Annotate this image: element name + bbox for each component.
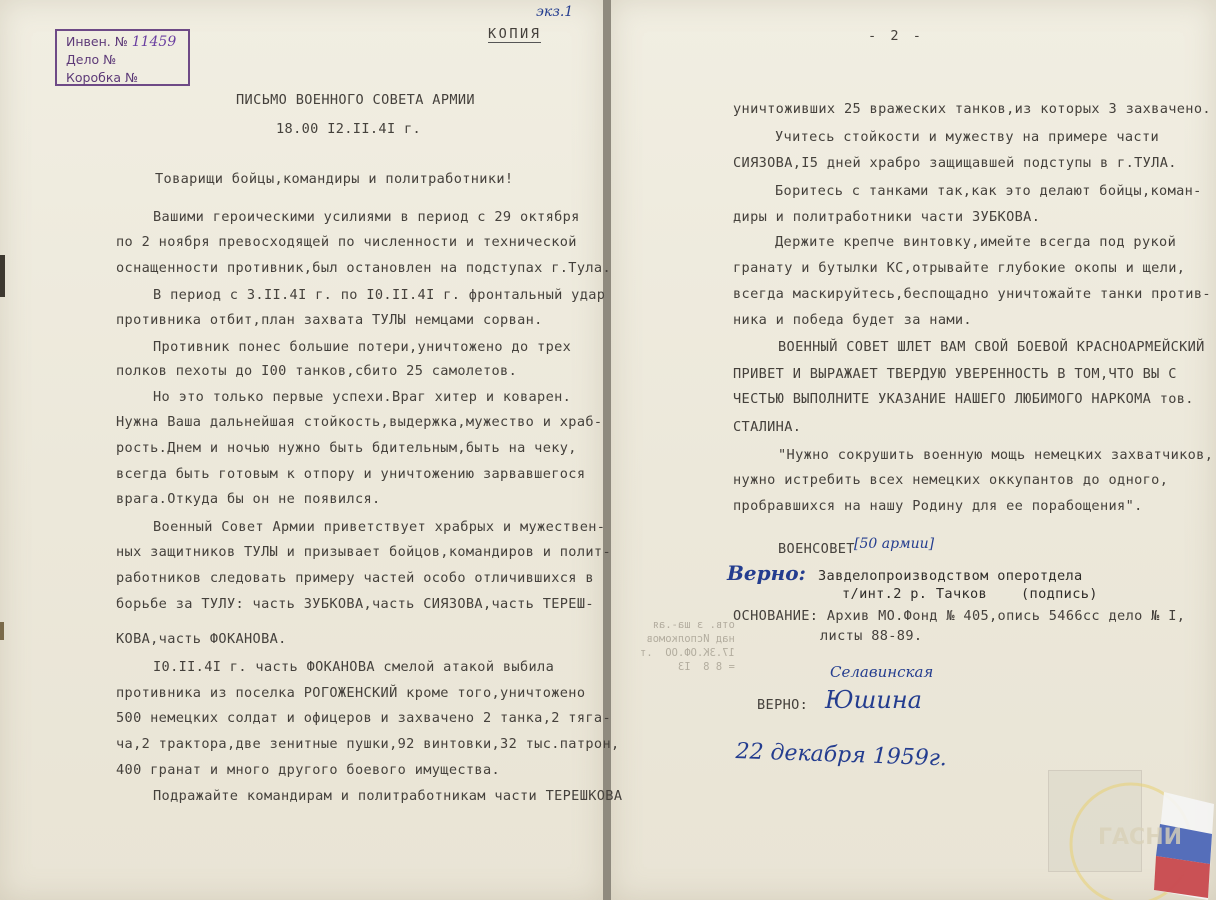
left-page-text-line: 400 гранат и много другого боевого имущества. [116, 762, 501, 778]
left-page-text-line: Подражайте командирам и политработникам части ТЕРЕШКОВА [153, 788, 623, 804]
voensovet-label: ВОЕНСОВЕТ [778, 541, 855, 557]
right-page-text-line: ЧЕСТЬЮ ВЫПОЛНИТЕ УКАЗАНИЕ НАШЕГО ЛЮБИМОГО НАРКОМА тов. [733, 391, 1194, 407]
archive-logo [1046, 772, 1216, 900]
copy-label: КОПИЯ [488, 26, 542, 42]
left-page-text-line: врага.Откуда бы он не появился. [116, 491, 381, 507]
podpis-label: (подпись) [1021, 586, 1098, 602]
tachkov-line: т/инт.2 р. Тачков [842, 586, 988, 602]
right-page-text-line: Боритесь с танками так,как это делают бойцы,коман- [775, 183, 1202, 199]
right-page-text-line: всегда маскируйтесь,беспощадно уничтожайте танки против- [733, 286, 1211, 302]
left-page-text-line: полков пехоты до I00 танков,сбито 25 самолетов. [116, 363, 518, 379]
right-page-text-line: уничтоживших 25 вражеских танков,из которых 3 захвачено. [733, 101, 1211, 117]
left-page-text-line: ных защитников ТУЛЫ и призывает бойцов,командиров и полит- [116, 544, 611, 560]
page-divider [603, 0, 611, 900]
army-handwritten: [50 армии] [854, 536, 935, 552]
date-handwritten: 22 декабря 1959г. [735, 739, 948, 772]
logo-text: ГАСНИ [1098, 825, 1183, 850]
left-page-text-line: оснащенности противник,был остановлен на подступах г.Тула. [116, 260, 611, 276]
archive-stamp [55, 29, 190, 86]
right-page-text-line: нужно истребить всех немецких оккупантов до одного, [733, 472, 1169, 488]
left-page-text-line: работников следовать примеру частей особо отличившихся в [116, 570, 594, 586]
right-page-text-line: ника и победа будет за нами. [733, 312, 972, 328]
stamp-delo-label: Дело № [66, 52, 117, 67]
left-page-text-line: Нужна Ваша дальнейшая стойкость,выдержка,мужество и храб- [116, 414, 603, 430]
left-page-text-line: КОВА,часть ФОКАНОВА. [116, 631, 287, 647]
document-title: ПИСЬМО ВОЕННОГО СОВЕТА АРМИИ [236, 92, 475, 108]
stamp-inv-label: Инвен. № [66, 34, 128, 49]
right-page-text-line: СТАЛИНА. [733, 419, 802, 435]
signer-name-handwritten: Селавинская [830, 663, 934, 681]
left-page-text-line: Вашими героическими усилиями в период с 29 октября [153, 209, 580, 225]
left-page-text-line: по 2 ноября превосходящей по численности и технической [116, 234, 577, 250]
left-page-text-line: Военный Совет Армии приветствует храбрых и мужествен- [153, 519, 606, 535]
stamp-korobka-label: Коробка № [66, 70, 138, 85]
document-datetime: 18.00 I2.II.4I г. [276, 121, 422, 137]
left-page-text-line: ча,2 трактора,две зенитные пушки,92 винтовки,32 тыс.патрон, [116, 736, 620, 752]
left-page-text-line: Товарищи бойцы,командиры и политработники! [155, 171, 514, 187]
left-page-text-line: 500 немецких солдат и офицеров и захвачено 2 танка,2 тяга- [116, 710, 611, 726]
bleed-through-stamp: отв. з ша-.ая над Исполкомов 17.ЗК.ОФ.ОО .т = 8 8 I3 [640, 619, 735, 673]
right-page-text-line: гранату и бутылки КС,отрывайте глубокие окопы и щели, [733, 260, 1186, 276]
right-page-text-line: диры и политработники части ЗУБКОВА. [733, 209, 1041, 225]
verno-handwritten: Верно: [727, 561, 806, 585]
right-page-text-line: СИЯЗОВА,I5 дней храбро защищавшей подступы в г.ТУЛА. [733, 155, 1177, 171]
zaved-line: Завделопроизводством оперотдела [818, 568, 1083, 584]
left-page-text-line: борьбе за ТУЛУ: часть ЗУБКОВА,часть СИЯЗОВА,часть ТЕРЕШ- [116, 596, 594, 612]
copy-number-mark: экз.1 [536, 4, 574, 20]
right-page-text-line: Держите крепче винтовку,имейте всегда под рукой [775, 234, 1177, 250]
binder-mark [0, 622, 4, 640]
right-page-text-line: ВОЕННЫЙ СОВЕТ ШЛЕТ ВАМ СВОЙ БОЕВОЙ КРАСНОАРМЕЙСКИЙ [778, 339, 1205, 355]
osnovanie-line-2: листы 88-89. [820, 628, 923, 644]
left-page-text-line: противника отбит,план захвата ТУЛЫ немцами сорван. [116, 312, 543, 328]
right-page-text-line: Учитесь стойкости и мужеству на примере части [775, 129, 1160, 145]
left-page-text-line: противника из поселка РОГОЖЕНСКИЙ кроме того,уничтожено [116, 685, 586, 701]
right-page-text-line: "Нужно сокрушить военную мощь немецких захватчиков, [778, 447, 1214, 463]
osnovanie-line-1: ОСНОВАНИЕ: Архив МО.Фонд № 405,опись 5466сс дело № I, [733, 608, 1186, 624]
left-page-text-line: всегда быть готовым к отпору и уничтожению зарвавшегося [116, 466, 586, 482]
left-page-text-line: Но это только первые успехи.Враг хитер и коварен. [153, 389, 572, 405]
right-page-text-line: пробравшихся на нашу Родину для ее порабощения". [733, 498, 1143, 514]
left-page-text-line: рость.Днем и ночью нужно быть бдительным,быть на чеку, [116, 440, 577, 456]
binder-mark [0, 255, 5, 297]
signature-handwritten: Юшина [825, 686, 922, 714]
page-number: - 2 - [868, 28, 924, 44]
verno-label: ВЕРНО: [757, 697, 809, 713]
right-page-text-line: ПРИВЕТ И ВЫРАЖАЕТ ТВЕРДУЮ УВЕРЕННОСТЬ В ТОМ,ЧТО ВЫ С [733, 366, 1177, 382]
stamp-inv-number: 11459 [131, 34, 177, 50]
left-page-text-line: Противник понес большие потери,уничтожено до трех [153, 339, 572, 355]
left-page-text-line: I0.II.4I г. часть ФОКАНОВА смелой атакой выбила [153, 659, 555, 675]
left-page-text-line: В период с 3.II.4I г. по I0.II.4I г. фронтальный удар [153, 287, 606, 303]
